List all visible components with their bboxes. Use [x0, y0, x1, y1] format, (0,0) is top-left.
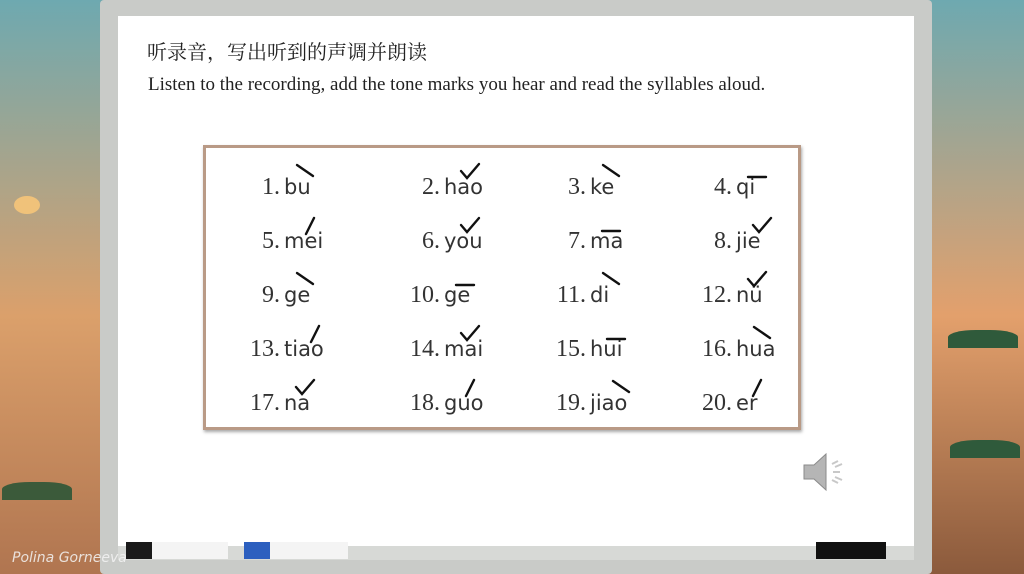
pinyin-syllable: er: [736, 391, 758, 415]
pinyin-syllable: jie: [736, 229, 761, 253]
exercise-item: [512, 326, 662, 366]
pinyin-syllable: tiao: [284, 337, 324, 361]
marker-icon: [244, 542, 348, 559]
instruction-title-chinese: 听录音，写出听到的声调并朗读: [147, 40, 427, 64]
item-number: 13.: [250, 336, 280, 362]
marker-icon: [126, 542, 228, 559]
exercise-item: [366, 272, 516, 312]
exercise-item: [366, 164, 516, 204]
tone-mark-grave-icon: [751, 324, 773, 346]
pinyin-syllable: ke: [590, 175, 615, 199]
pinyin-syllable: ma: [590, 229, 624, 253]
pinyin-syllable: hao: [444, 175, 484, 199]
tone-mark-grave-icon: [294, 162, 316, 184]
pinyin-syllable: na: [284, 391, 311, 415]
instruction-title-english: Listen to the recording, add the tone marks you hear and read the syllables aloud.: [148, 74, 766, 95]
tone-mark-check-icon: [746, 270, 768, 292]
tone-mark-check-icon: [294, 378, 316, 400]
item-number: 19.: [556, 390, 586, 416]
item-number: 3.: [568, 174, 586, 200]
exercise-item: [512, 380, 662, 420]
item-number: 11.: [556, 282, 586, 308]
exercise-item: [206, 380, 356, 420]
exercise-item: [206, 218, 356, 258]
exercise-item: [206, 326, 356, 366]
pinyin-syllable: guo: [444, 391, 484, 415]
tone-mark-check-icon: [459, 324, 481, 346]
tone-mark-macron-icon: [600, 220, 622, 242]
background-right-scenery: [928, 0, 1024, 574]
eraser-icon: [816, 542, 886, 559]
tone-mark-grave-icon: [610, 378, 632, 400]
exercise-grid: [203, 145, 801, 430]
pinyin-syllable: ge: [284, 283, 311, 307]
pagoda-roof-icon: [2, 482, 72, 500]
background-left-scenery: [0, 0, 104, 574]
tone-mark-acute-icon: [459, 378, 481, 400]
pinyin-syllable: hui: [590, 337, 623, 361]
exercise-item: [366, 380, 516, 420]
item-number: 5.: [262, 228, 280, 254]
tone-mark-acute-icon: [304, 324, 326, 346]
item-number: 18.: [410, 390, 440, 416]
item-number: 16.: [702, 336, 732, 362]
exercise-item: [658, 164, 808, 204]
pagoda-roof-icon: [948, 330, 1018, 348]
tone-mark-macron-icon: [454, 274, 476, 296]
item-number: 7.: [568, 228, 586, 254]
exercise-item: [658, 218, 808, 258]
pinyin-syllable: mai: [444, 337, 484, 361]
pinyin-syllable: ge: [444, 283, 471, 307]
pinyin-syllable: nü: [736, 283, 763, 307]
item-number: 4.: [714, 174, 732, 200]
tone-mark-check-icon: [459, 162, 481, 184]
item-number: 6.: [422, 228, 440, 254]
tone-mark-macron-icon: [605, 328, 627, 350]
pinyin-syllable: jiao: [590, 391, 628, 415]
author-credit: Polina Gorneeva: [12, 550, 127, 566]
exercise-item: [658, 326, 808, 366]
exercise-item: [366, 218, 516, 258]
lantern-icon: [14, 196, 40, 214]
pinyin-syllable: qi: [736, 175, 756, 199]
tone-mark-check-icon: [751, 216, 773, 238]
exercise-item: [512, 218, 662, 258]
tone-mark-macron-icon: [746, 166, 768, 188]
tone-mark-grave-icon: [600, 162, 622, 184]
item-number: 10.: [410, 282, 440, 308]
item-number: 2.: [422, 174, 440, 200]
exercise-item: [512, 272, 662, 312]
pagoda-roof-icon: [950, 440, 1020, 458]
item-number: 1.: [262, 174, 280, 200]
tone-mark-grave-icon: [294, 270, 316, 292]
exercise-item: [512, 164, 662, 204]
tone-mark-check-icon: [459, 216, 481, 238]
item-number: 17.: [250, 390, 280, 416]
tone-mark-acute-icon: [746, 378, 768, 400]
pinyin-syllable: hua: [736, 337, 776, 361]
pinyin-syllable: you: [444, 229, 483, 253]
exercise-item: [658, 380, 808, 420]
pinyin-syllable: di: [590, 283, 610, 307]
tone-mark-grave-icon: [600, 270, 622, 292]
item-number: 20.: [702, 390, 732, 416]
item-number: 15.: [556, 336, 586, 362]
exercise-item: [206, 272, 356, 312]
marker-tray: [118, 546, 914, 560]
exercise-item: [366, 326, 516, 366]
item-number: 9.: [262, 282, 280, 308]
pinyin-syllable: bu: [284, 175, 311, 199]
item-number: 8.: [714, 228, 732, 254]
speaker-icon[interactable]: [800, 448, 852, 496]
tone-mark-acute-icon: [299, 216, 321, 238]
exercise-item: [658, 272, 808, 312]
item-number: 12.: [702, 282, 732, 308]
pinyin-syllable: mei: [284, 229, 324, 253]
item-number: 14.: [410, 336, 440, 362]
exercise-item: [206, 164, 356, 204]
